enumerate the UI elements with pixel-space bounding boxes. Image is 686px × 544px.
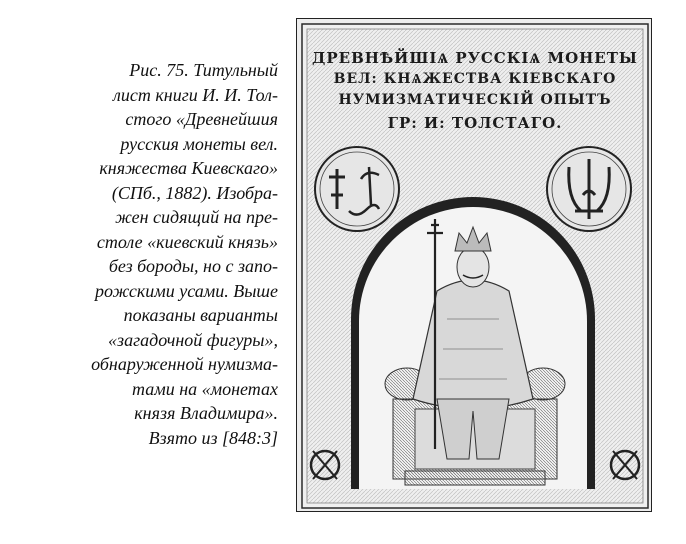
caption-line: рожскими усами. Выше	[94, 280, 278, 301]
title-line: НУМИЗМАТИЧЕСКІЙ ОПЫТЪ	[338, 92, 612, 108]
caption-line: тами на «монетах	[131, 378, 278, 399]
caption-line: Рис. 75. Титульный	[129, 60, 278, 80]
right-medallion	[547, 147, 631, 231]
caption-line: показаны варианты	[123, 305, 278, 325]
caption-line: Взято из [848:3]	[148, 427, 278, 448]
caption-line: княжества Киевскаго»	[99, 158, 278, 178]
caption-line: лист книги И. И. Тол-	[113, 84, 278, 105]
left-medallion	[315, 147, 399, 231]
title-line: ВЕЛ: КНѦЖЕСТВА КІЕВСКАГО	[333, 71, 617, 87]
title-line: ДРЕВНѢЙШІѦ РУССКІѦ МОНЕТЫ	[312, 49, 638, 67]
caption-line: князя Владимира».	[134, 403, 278, 423]
caption-line: столе «киевский князь»	[96, 231, 278, 252]
caption-line: жен сидящий на пре-	[115, 207, 278, 227]
caption-line: «загадочной фигуры»,	[108, 329, 278, 350]
caption-line: стого «Древнейшия	[125, 109, 278, 129]
caption-line: (СПб., 1882). Изобра-	[111, 182, 278, 203]
title-line: ГР: И: ТОЛСТАГО.	[387, 114, 563, 132]
caption-line: русския монеты вел.	[120, 133, 278, 154]
arched-portrait	[351, 197, 595, 489]
title-page-engraving	[296, 18, 652, 512]
caption-line: без бороды, но с запо-	[108, 256, 278, 276]
caption-line: обнаруженной нумизма-	[91, 354, 278, 374]
figure-caption	[40, 58, 278, 450]
